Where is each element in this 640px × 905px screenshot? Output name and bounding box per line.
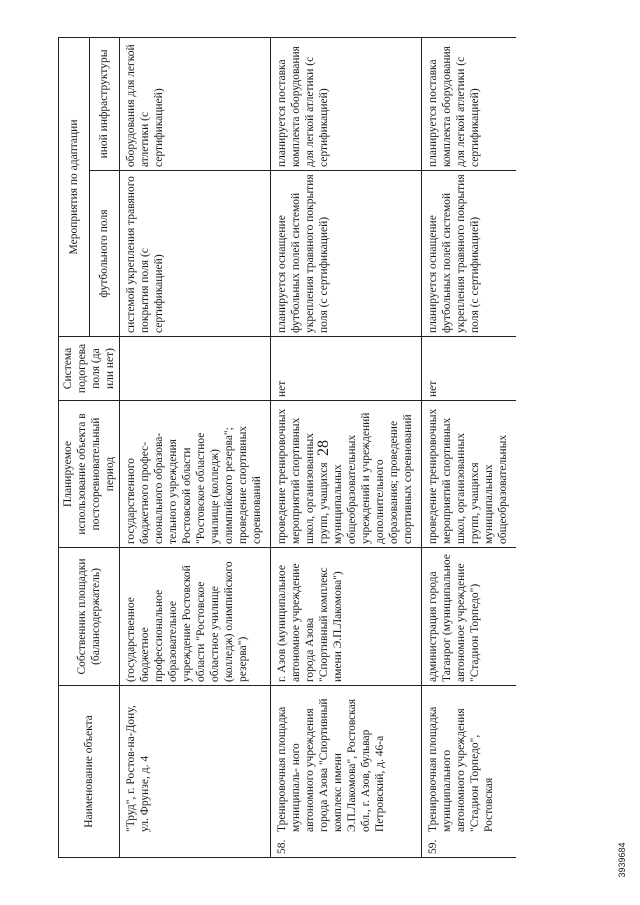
cell-other: планируется поставка комплекта оборудования для легкой атлетики (с сертификацией) — [271, 37, 422, 170]
object-name: Тренировочная площадка муниципаль- ного автономного учреждения города Азова "Спортивный комплекс имени Э.П.Лакомова", Ростовская обл., г. Азов, бульвар Петровский, д. 46-а — [276, 698, 386, 832]
table-row — [271, 37, 422, 857]
header-adaptation: Мероприятия по адаптации — [59, 37, 90, 336]
cell-name — [120, 686, 271, 858]
facilities-table — [58, 37, 516, 858]
row-number: 58. — [276, 839, 288, 854]
table-row — [120, 37, 271, 857]
header-heating: Система подогрева поля (да или нет) — [59, 337, 120, 401]
cell-usage: проведение тренировочных мероприятий спортивных школ, организованных групп, учащихся муниципальных общеобразовательных — [422, 401, 517, 548]
cell-owner: г. Азов (муниципальное автономное учреждение города Азова "Спортивный комплекс имени Э.П.Лакомова") — [271, 548, 422, 686]
row-number — [124, 832, 152, 854]
cell-football: системой укрепления травяного покрытия поля (с сертификацией) — [120, 171, 271, 337]
cell-other: оборудования для легкой атлетики (с сертификацией) — [120, 37, 271, 170]
table-row — [422, 37, 517, 857]
cell-heating — [120, 337, 271, 401]
page-number: 28 — [315, 440, 332, 456]
cell-owner: администрация города Таганрог (муниципальное автономное учреждение "Стадион Торпедо") — [422, 548, 517, 686]
header-usage: Планируемое использование объекта в постсоревновательный период — [59, 401, 120, 548]
object-name: Тренировочная площадка муниципального автономного учреждения "Стадион Торпедо", Ростовская — [427, 706, 495, 832]
object-name: "Труд", г. Ростов-на-Дону, ул. Фрунзе, д. 4 — [125, 705, 151, 832]
row-number: 59. — [427, 839, 439, 854]
document-code: 3939684 — [617, 842, 627, 878]
facilities-table-container — [58, 38, 516, 858]
cell-usage: проведение тренировочных мероприятий спортивных школ, организованных групп, учащихся муниципальных общеобразовательных учреждений и учреждений дополнительного образования; проведение спортивных соревнований — [271, 401, 422, 548]
cell-football: планируется оснащение футбольных полей системой укрепления травяного покрытия поля (с сертификацией) — [422, 171, 517, 337]
cell-other: планируется поставка комплекта оборудования для легкой атлетики (с сертификацией) — [422, 37, 517, 170]
header-other: иной инфраструктуры — [89, 37, 120, 170]
header-owner: Собственник площадки (балансодержатель) — [59, 548, 120, 686]
cell-owner: (государственное бюджетное профессиональное образовательное учреждение Ростовской области "Ростовское областное училище (колледж) олимпийского резерва") — [120, 548, 271, 686]
cell-name — [271, 686, 422, 858]
cell-name — [422, 686, 517, 858]
header-name: Наименование объекта — [59, 686, 120, 858]
cell-heating: нет — [422, 337, 517, 401]
cell-football: планируется оснащение футбольных полей системой укрепления травяного покрытия поля (с сертификацией) — [271, 171, 422, 337]
cell-usage: государственного бюджетного профес- сионального образова- тельного учреждения Ростовской области "Ростовское областное училище (колледж) олимпийского резерва"; проведение спортивных соревнований — [120, 401, 271, 548]
header-football: футбольного поля — [89, 171, 120, 337]
cell-heating: нет — [271, 337, 422, 401]
